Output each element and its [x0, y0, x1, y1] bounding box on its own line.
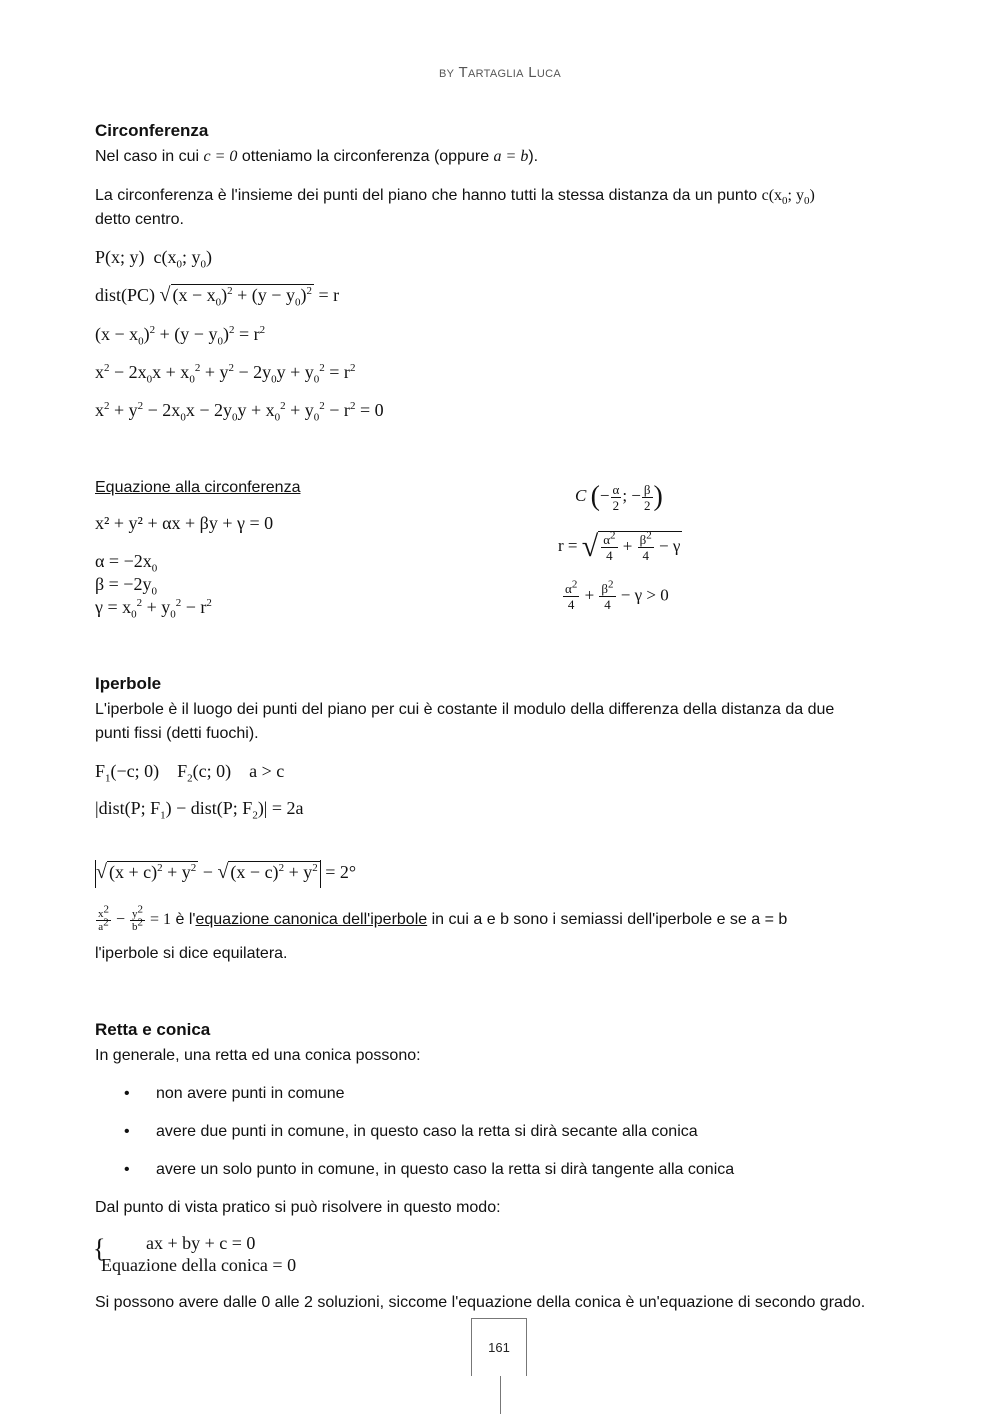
circ-formula-general: $x^2 + y^2 - 2x_0x - 2y_0y + x_0^2 + y_0^2 - r^2 = 0$: [95, 400, 384, 424]
circ-definition-line1: La circonferenza è l'insieme dei punti del piano che hanno tutti la stessa distanza da un punto $c(x_0$; $y_0$): [95, 187, 815, 208]
circ-condition-formula: $\frac{\alpha^2}{4}$ + $\frac{\beta^2}{4}$ − γ > 0: [565, 578, 669, 612]
circ-alpha: $\alpha = -2x_0$: [95, 551, 158, 575]
retta-conclusion: Si possono avere dalle 0 alle 2 soluzioni, siccome l'equazione della conica è un'equazione di secondo grado.: [95, 1294, 866, 1311]
retta-bullet-1: • non avere punti in comune: [124, 1085, 345, 1102]
iperb-distance-difference: |dist(P; $F_1$) − dist(P; $F_2)| = 2a$: [95, 798, 304, 822]
iperb-canonical-equation: $\frac{x^2}{a^2}$ − $\frac{y^2}{b^2}$ = 1: [98, 903, 172, 933]
bullet-icon: •: [124, 1123, 130, 1140]
section-title-iperbole: Iperbole: [95, 674, 162, 693]
circ-intro: Nel caso in cui c = 0 otteniamo la circonferenza (oppure a = b).: [95, 148, 539, 165]
bullet-icon: •: [124, 1161, 130, 1178]
retta-bullet-3: • avere un solo punto in comune, in questo caso la retta si dirà tangente alla conica: [124, 1161, 735, 1178]
header-first-initial: T: [458, 64, 468, 81]
circ-equation-heading: Equazione alla circonferenza: [95, 479, 301, 496]
circ-radius-formula: r = √ $\frac{\alpha^2}{4}$ + $\frac{\beta^2}{4}$ − γ: [558, 529, 681, 563]
header-first-rest: ARTAGLIA: [467, 68, 524, 80]
header-author-last: LUCA: [528, 64, 561, 81]
iperb-definition-line1: L'iperbole è il luogo dei punti del piano per cui è costante il modulo della differenza della distanza da due: [95, 701, 835, 718]
circ-center-formula: C (− $\frac{\alpha}{2}$ ; − $\frac{\beta}{2}$ ): [575, 481, 663, 513]
section-title-retta-conica: Retta e conica: [95, 1020, 211, 1039]
system-brace: {: [93, 1234, 106, 1263]
system-line-2: Equazione della conica = 0: [101, 1255, 297, 1275]
section-title-circonferenza: Circonferenza: [95, 121, 209, 140]
page-number: 161: [471, 1318, 527, 1376]
iperb-canonical-line2: l'iperbole si dice equilatera.: [95, 945, 288, 962]
circ-formula-expanded: $x^2 - 2x_0x + x_0^2 + y^2 - 2y_0y + y_0^2 = r^2$: [95, 362, 356, 386]
system-line-1: ax + by + c = 0: [146, 1233, 256, 1253]
circ-definition-line2: detto centro.: [95, 211, 184, 228]
header-author-first: [458, 64, 523, 81]
circ-formula-squared: $(x - x_0)^2 + (y - y_0)^2 = r^2$: [95, 324, 266, 348]
iperb-canonical-link: equazione canonica dell'iperbole: [195, 911, 428, 929]
retta-practical: Dal punto di vista pratico si può risolvere in questo modo:: [95, 1199, 501, 1216]
retta-intro: In generale, una retta ed una conica possono:: [95, 1047, 421, 1064]
circ-formula-points: P(x; y) $c(x_0$; $y_0$): [95, 247, 212, 271]
iperb-canonical-line1: $\frac{x^2}{a^2}$ − $\frac{y^2}{b^2}$ = 1 è l'equazione canonica dell'iperbole in cui a e b sono i semiassi dell'iperbole e se a = b: [95, 908, 787, 933]
bullet-icon: •: [124, 1085, 130, 1102]
circ-beta: $\beta = -2y_0$: [95, 574, 157, 598]
header-by: BY: [439, 68, 455, 80]
iperb-definition-line2: punti fissi (detti fuochi).: [95, 725, 259, 742]
circ-equation-main: x² + y² + αx + βy + γ = 0: [95, 513, 274, 533]
iperb-foci: $F_1(-c$; 0) $F_2(c$; 0) a > c: [95, 761, 285, 785]
page-header: [0, 64, 1000, 81]
iperb-radical-equation: √ $(x + c)^2 + y^2$ − √ $(x - c)^2 + y^2 = 2^\circ$: [95, 860, 356, 888]
page-number-line: [500, 1376, 501, 1414]
retta-bullet-2: • avere due punti in comune, in questo caso la retta si dirà secante alla conica: [124, 1123, 698, 1140]
circ-formula-distance: dist(PC) √ $(x - x_0)^2 + (y - y_0)^2 = r$: [95, 284, 340, 309]
circ-gamma: $\gamma = x_0^2 + y_0^2 - r^2$: [95, 597, 212, 621]
